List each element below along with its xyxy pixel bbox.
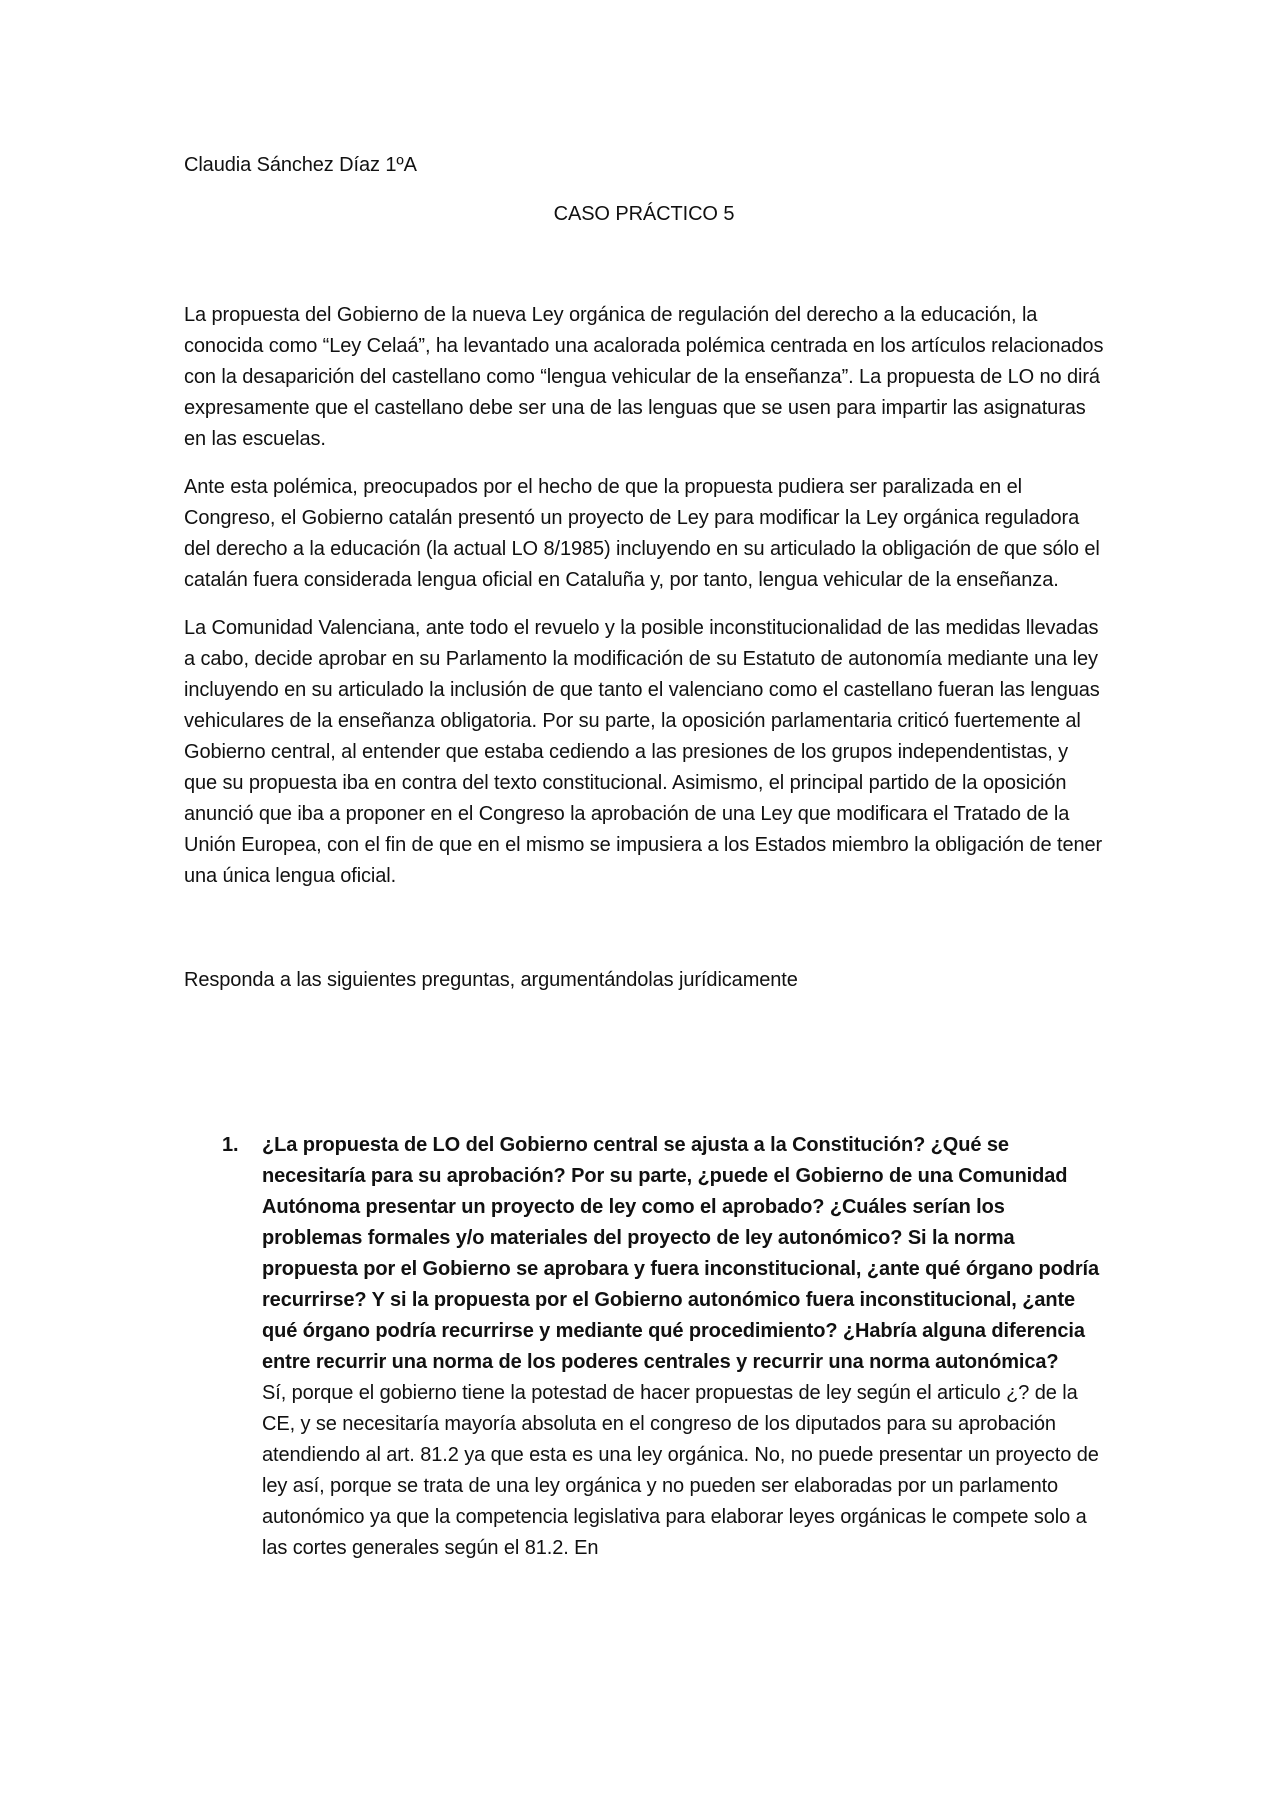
question-text: ¿La propuesta de LO del Gobierno central se ajusta a la Constitución? ¿Qué se necesitaría para su aprobación? Por su parte, ¿puede el Gobierno de una Comunidad Autónoma presentar un proyecto de ley como el aprobado? ¿Cuáles serían los problemas formales y/o materiales del proyecto de ley autonómico? Si la norma propuesta por el Gobierno se aprobara y fuera inconstitucional, ¿ante qué órgano podría recurrirse? Y si la propuesta por el Gobierno autonómico fuera inconstitucional, ¿ante qué órgano podría recurrirse y mediante qué procedimiento? ¿Habría alguna diferencia entre recurrir una norma de los poderes centrales y recurrir una norma autonómica? — [262, 1134, 1099, 1373]
question-item — [184, 1130, 1104, 1564]
paragraph-1: La propuesta del Gobierno de la nueva Ley orgánica de regulación del derecho a la educación, la conocida como “Ley Celaá”, ha levantado una acalorada polémica centrada en los artículos relacionados con la desaparición del castellano como “lengua vehicular de la enseñanza”. La propuesta de LO no dirá expresamente que el castellano debe ser una de las lenguas que se usen para impartir las asignaturas en las escuelas. — [184, 304, 1104, 450]
paragraph-3: La Comunidad Valenciana, ante todo el revuelo y la posible inconstitucionalidad de las medidas llevadas a cabo, decide aprobar en su Parlamento la modificación de su Estatuto de autonomía mediante una ley incluyendo en su articulado la inclusión de que tanto el valenciano como el castellano fueran las lenguas vehiculares de la enseñanza obligatoria. Por su parte, la oposición parlamentaria criticó fuertemente al Gobierno central, al entender que estaba cediendo a las presiones de los grupos independentistas, y que su propuesta iba en contra del texto constitucional. Asimismo, el principal partido de la oposición anunció que iba a proponer en el Congreso la aprobación de una Ley que modificara el Tratado de la Unión Europea, con el fin de que en el mismo se impusiera a los Estados miembro la obligación de tener una única lengua oficial. — [184, 617, 1103, 887]
paragraph-2: Ante esta polémica, preocupados por el hecho de que la propuesta pudiera ser paralizada en el Congreso, el Gobierno catalán presentó un proyecto de Ley para modificar la Ley orgánica reguladora del derecho a la educación (la actual LO 8/1985) incluyendo en su articulado la obligación de que sólo el catalán fuera considerada lengua oficial en Cataluña y, por tanto, lengua vehicular de la enseñanza. — [184, 476, 1100, 591]
document-body — [184, 150, 1104, 1564]
question-number: 1. — [222, 1134, 239, 1156]
instruction-line: Responda a las siguientes preguntas, argumentándolas jurídicamente — [184, 969, 798, 991]
document-title: CASO PRÁCTICO 5 — [553, 203, 735, 225]
answer-text: Sí, porque el gobierno tiene la potestad de hacer propuestas de ley según el articulo ¿? de la CE, y se necesitaría mayoría absoluta en el congreso de los diputados para su aprobación atendiendo al art. 81.2 ya que esta es una ley orgánica. No, no puede presentar un proyecto de ley así, porque se trata de una ley orgánica y no pueden ser elaboradas por un parlamento autonómico ya que la competencia legislativa para elaborar leyes orgánicas le compete solo a las cortes generales según el 81.2. En — [262, 1382, 1099, 1559]
question-list — [184, 1130, 1104, 1564]
author-line: Claudia Sánchez Díaz 1ºA — [184, 154, 417, 176]
